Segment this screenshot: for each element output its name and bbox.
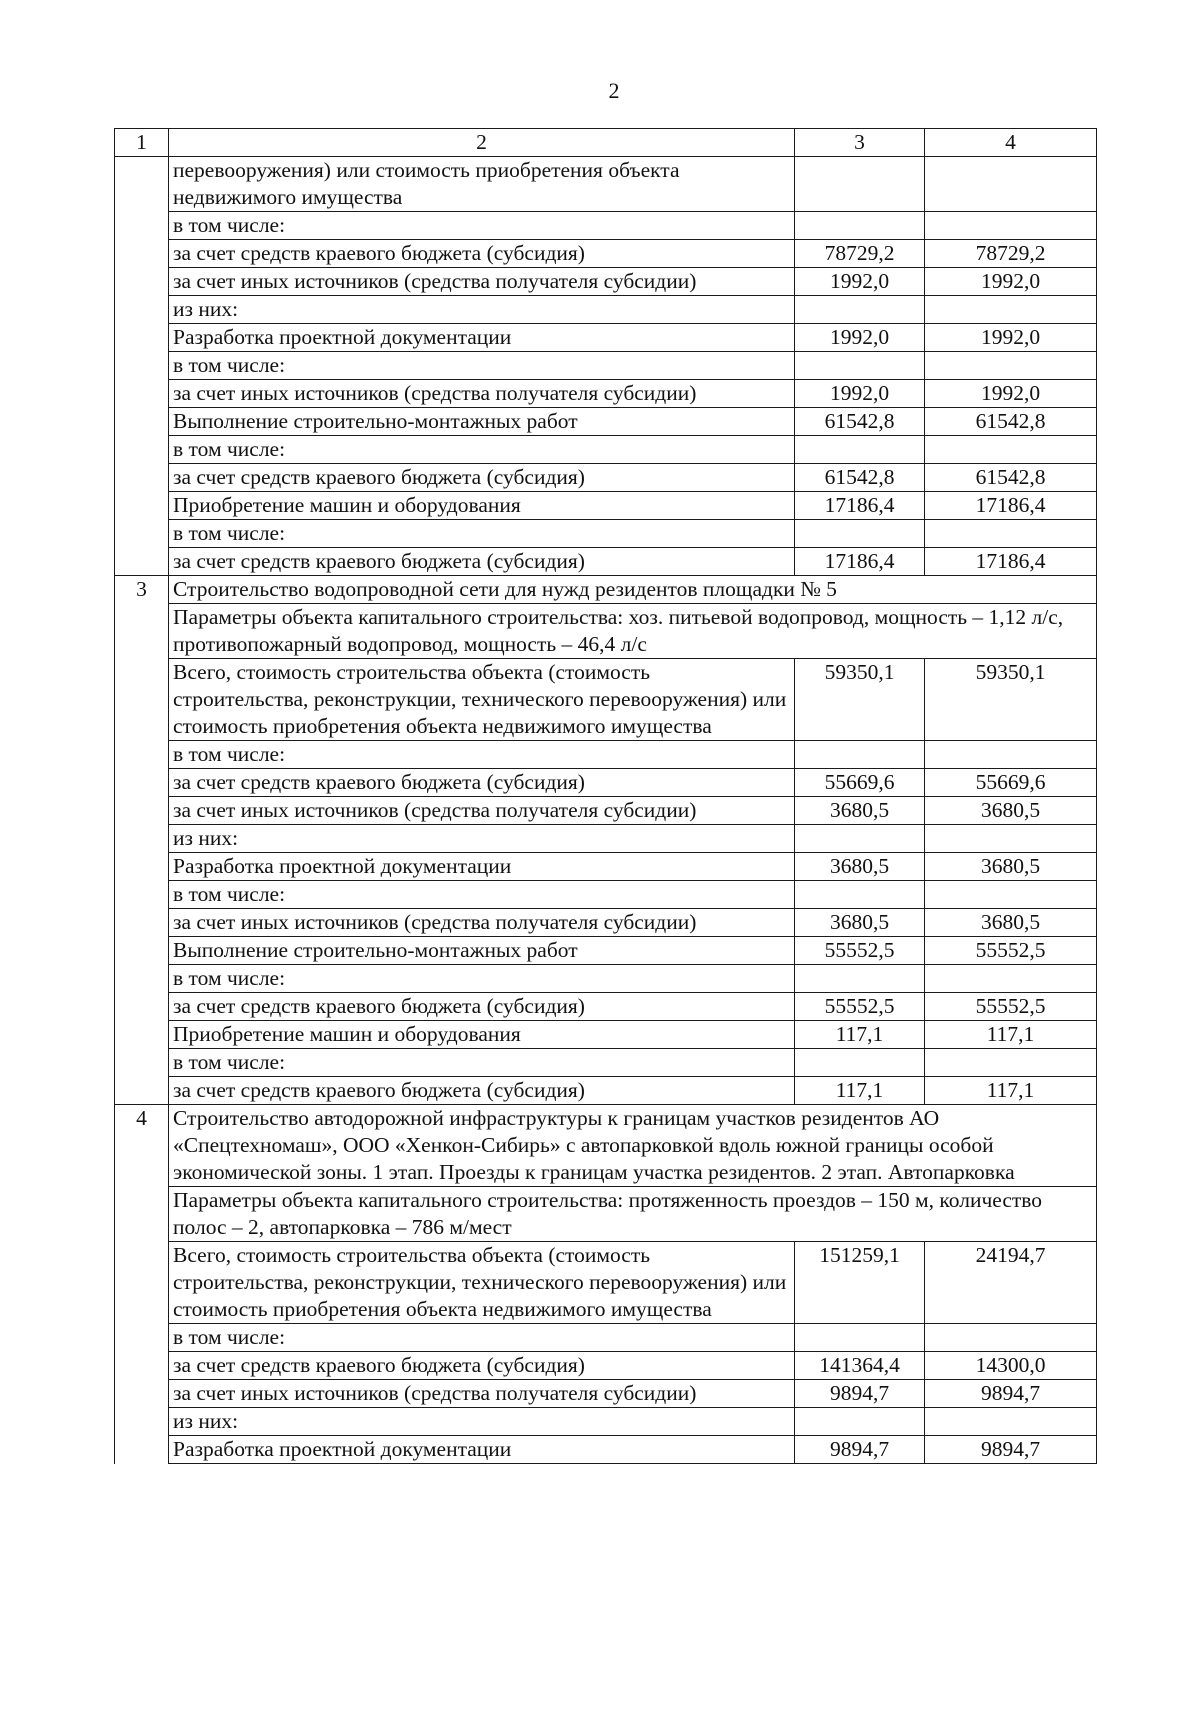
row-value-col3: 1992,0 bbox=[795, 380, 925, 408]
row-description: перевооружения) или стоимость приобретения объекта недвижимого имущества bbox=[169, 157, 795, 212]
row-value-col3 bbox=[795, 881, 925, 909]
row-description: Разработка проектной документации bbox=[169, 853, 795, 881]
row-value-col4 bbox=[925, 965, 1097, 993]
table-row bbox=[115, 296, 1097, 324]
row-value-col3: 1992,0 bbox=[795, 324, 925, 352]
row-value-col4 bbox=[925, 296, 1097, 324]
row-value-col3: 3680,5 bbox=[795, 797, 925, 825]
header-col-3: 3 bbox=[795, 129, 925, 157]
row-description: за счет средств краевого бюджета (субсидия) bbox=[169, 240, 795, 268]
row-value-col4: 55669,6 bbox=[925, 769, 1097, 797]
row-value-col3: 117,1 bbox=[795, 1077, 925, 1105]
row-value-col3 bbox=[795, 520, 925, 548]
section-params: Параметры объекта капитального строительства: протяженность проездов – 150 м, количество полос – 2, автопарковка – 786 м/мест bbox=[169, 1187, 1097, 1242]
row-value-col3: 55552,5 bbox=[795, 937, 925, 965]
row-value-col4: 3680,5 bbox=[925, 909, 1097, 937]
row-value-col4: 61542,8 bbox=[925, 464, 1097, 492]
row-description: за счет иных источников (средства получателя субсидии) bbox=[169, 1380, 795, 1408]
table-row bbox=[115, 548, 1097, 576]
row-value-col4: 1992,0 bbox=[925, 268, 1097, 296]
row-description: за счет средств краевого бюджета (субсидия) bbox=[169, 1077, 795, 1105]
row-value-col3 bbox=[795, 965, 925, 993]
table-row bbox=[115, 993, 1097, 1021]
row-value-col4 bbox=[925, 1324, 1097, 1352]
row-value-col4: 9894,7 bbox=[925, 1380, 1097, 1408]
table-row bbox=[115, 1352, 1097, 1380]
row-value-col4: 14300,0 bbox=[925, 1352, 1097, 1380]
table-row bbox=[115, 520, 1097, 548]
table-row bbox=[115, 1242, 1097, 1324]
section-number-cell: 4 bbox=[115, 1105, 169, 1464]
row-description: из них: bbox=[169, 296, 795, 324]
section-title-row bbox=[115, 1105, 1097, 1187]
table-row bbox=[115, 1380, 1097, 1408]
row-value-col4: 117,1 bbox=[925, 1077, 1097, 1105]
row-description: Приобретение машин и оборудования bbox=[169, 492, 795, 520]
row-description: Выполнение строительно-монтажных работ bbox=[169, 937, 795, 965]
row-description: Всего, стоимость строительства объекта (стоимость строительства, реконструкции, технического перевооружения) или стоимость приобретения объекта недвижимого имущества bbox=[169, 1242, 795, 1324]
row-value-col3 bbox=[795, 157, 925, 212]
table-row bbox=[115, 324, 1097, 352]
row-description: в том числе: bbox=[169, 1324, 795, 1352]
row-value-col3: 1992,0 bbox=[795, 268, 925, 296]
row-description: в том числе: bbox=[169, 965, 795, 993]
page-number: 2 bbox=[608, 78, 620, 103]
section-title: Строительство водопроводной сети для нужд резидентов площадки № 5 bbox=[169, 576, 1097, 604]
row-value-col4 bbox=[925, 881, 1097, 909]
row-value-col3 bbox=[795, 1408, 925, 1436]
row-value-col4: 17186,4 bbox=[925, 492, 1097, 520]
row-value-col3: 9894,7 bbox=[795, 1380, 925, 1408]
row-value-col3: 61542,8 bbox=[795, 464, 925, 492]
row-value-col3 bbox=[795, 296, 925, 324]
row-value-col3 bbox=[795, 436, 925, 464]
table-row bbox=[115, 157, 1097, 212]
row-description: из них: bbox=[169, 825, 795, 853]
row-value-col4 bbox=[925, 436, 1097, 464]
row-value-col4: 9894,7 bbox=[925, 1436, 1097, 1464]
row-value-col4: 17186,4 bbox=[925, 548, 1097, 576]
row-value-col4: 1992,0 bbox=[925, 380, 1097, 408]
row-value-col4: 55552,5 bbox=[925, 993, 1097, 1021]
table-row bbox=[115, 1436, 1097, 1464]
row-value-col3: 55669,6 bbox=[795, 769, 925, 797]
table-row bbox=[115, 881, 1097, 909]
row-value-col3 bbox=[795, 1049, 925, 1077]
row-description: за счет иных источников (средства получателя субсидии) bbox=[169, 380, 795, 408]
row-value-col4: 59350,1 bbox=[925, 659, 1097, 741]
table-row bbox=[115, 797, 1097, 825]
section-title-row bbox=[115, 576, 1097, 604]
table-row bbox=[115, 769, 1097, 797]
section-number-cell bbox=[115, 157, 169, 576]
row-description: Разработка проектной документации bbox=[169, 1436, 795, 1464]
row-value-col4: 1992,0 bbox=[925, 324, 1097, 352]
section-number-cell: 3 bbox=[115, 576, 169, 1105]
row-value-col4 bbox=[925, 1049, 1097, 1077]
row-description: в том числе: bbox=[169, 352, 795, 380]
row-description: Всего, стоимость строительства объекта (стоимость строительства, реконструкции, технического перевооружения) или стоимость приобретения объекта недвижимого имущества bbox=[169, 659, 795, 741]
table-header-row bbox=[115, 129, 1097, 157]
row-description: за счет средств краевого бюджета (субсидия) bbox=[169, 769, 795, 797]
row-value-col3: 3680,5 bbox=[795, 909, 925, 937]
section-params-row bbox=[115, 1187, 1097, 1242]
row-description: за счет средств краевого бюджета (субсидия) bbox=[169, 464, 795, 492]
row-value-col3: 3680,5 bbox=[795, 853, 925, 881]
row-description: за счет средств краевого бюджета (субсидия) bbox=[169, 993, 795, 1021]
row-value-col3 bbox=[795, 825, 925, 853]
table-row bbox=[115, 1324, 1097, 1352]
header-col-4: 4 bbox=[925, 129, 1097, 157]
table-row bbox=[115, 352, 1097, 380]
row-value-col3: 55552,5 bbox=[795, 993, 925, 1021]
row-value-col3: 9894,7 bbox=[795, 1436, 925, 1464]
row-description: за счет средств краевого бюджета (субсидия) bbox=[169, 1352, 795, 1380]
row-description: Приобретение машин и оборудования bbox=[169, 1021, 795, 1049]
row-description: в том числе: bbox=[169, 881, 795, 909]
row-value-col3 bbox=[795, 212, 925, 240]
table-row bbox=[115, 853, 1097, 881]
table-row bbox=[115, 741, 1097, 769]
table-row bbox=[115, 1049, 1097, 1077]
table-row bbox=[115, 212, 1097, 240]
row-value-col4 bbox=[925, 352, 1097, 380]
row-value-col4: 3680,5 bbox=[925, 853, 1097, 881]
section-params: Параметры объекта капитального строительства: хоз. питьевой водопровод, мощность – 1,12 л/с, противопожарный водопровод, мощность – 46,4 л/с bbox=[169, 604, 1097, 659]
row-description: из них: bbox=[169, 1408, 795, 1436]
row-value-col4 bbox=[925, 212, 1097, 240]
table-row bbox=[115, 380, 1097, 408]
row-value-col4: 24194,7 bbox=[925, 1242, 1097, 1324]
section-title: Строительство автодорожной инфраструктуры к границам участков резидентов АО «Спецтехномаш», ООО «Хенкон-Сибирь» с автопарковкой вдоль южной границы особой экономической зоны. 1 этап. Проезды к границам участка резидентов. 2 этап. Автопарковка bbox=[169, 1105, 1097, 1187]
row-value-col3 bbox=[795, 352, 925, 380]
row-description: в том числе: bbox=[169, 520, 795, 548]
table-row bbox=[115, 436, 1097, 464]
table-row bbox=[115, 408, 1097, 436]
row-description: за счет иных источников (средства получателя субсидии) bbox=[169, 268, 795, 296]
row-value-col3: 151259,1 bbox=[795, 1242, 925, 1324]
row-description: в том числе: bbox=[169, 212, 795, 240]
row-value-col4 bbox=[925, 741, 1097, 769]
row-value-col3: 17186,4 bbox=[795, 492, 925, 520]
row-value-col3: 61542,8 bbox=[795, 408, 925, 436]
table-row bbox=[115, 1408, 1097, 1436]
row-value-col4 bbox=[925, 157, 1097, 212]
row-value-col4 bbox=[925, 825, 1097, 853]
table-row bbox=[115, 268, 1097, 296]
row-value-col4: 117,1 bbox=[925, 1021, 1097, 1049]
row-description: за счет средств краевого бюджета (субсидия) bbox=[169, 548, 795, 576]
row-value-col4: 78729,2 bbox=[925, 240, 1097, 268]
row-description: в том числе: bbox=[169, 436, 795, 464]
row-description: в том числе: bbox=[169, 741, 795, 769]
header-col-2: 2 bbox=[169, 129, 795, 157]
table-row bbox=[115, 909, 1097, 937]
row-value-col3: 17186,4 bbox=[795, 548, 925, 576]
row-value-col4 bbox=[925, 520, 1097, 548]
row-value-col4: 55552,5 bbox=[925, 937, 1097, 965]
row-description: за счет иных источников (средства получателя субсидии) bbox=[169, 797, 795, 825]
row-value-col4 bbox=[925, 1408, 1097, 1436]
financing-table bbox=[114, 128, 1097, 1464]
row-description: Выполнение строительно-монтажных работ bbox=[169, 408, 795, 436]
table-row bbox=[115, 240, 1097, 268]
row-value-col3: 78729,2 bbox=[795, 240, 925, 268]
section-params-row bbox=[115, 604, 1097, 659]
row-value-col3 bbox=[795, 741, 925, 769]
header-col-1: 1 bbox=[115, 129, 169, 157]
table-row bbox=[115, 492, 1097, 520]
table-row bbox=[115, 464, 1097, 492]
table-row bbox=[115, 937, 1097, 965]
row-description: в том числе: bbox=[169, 1049, 795, 1077]
row-value-col3: 59350,1 bbox=[795, 659, 925, 741]
row-description: за счет иных источников (средства получателя субсидии) bbox=[169, 909, 795, 937]
row-description: Разработка проектной документации bbox=[169, 324, 795, 352]
table-row bbox=[115, 965, 1097, 993]
row-value-col3: 117,1 bbox=[795, 1021, 925, 1049]
table-row bbox=[115, 825, 1097, 853]
row-value-col4: 3680,5 bbox=[925, 797, 1097, 825]
row-value-col3 bbox=[795, 1324, 925, 1352]
table-row bbox=[115, 1021, 1097, 1049]
row-value-col4: 61542,8 bbox=[925, 408, 1097, 436]
table-row bbox=[115, 1077, 1097, 1105]
table-row bbox=[115, 659, 1097, 741]
row-value-col3: 141364,4 bbox=[795, 1352, 925, 1380]
